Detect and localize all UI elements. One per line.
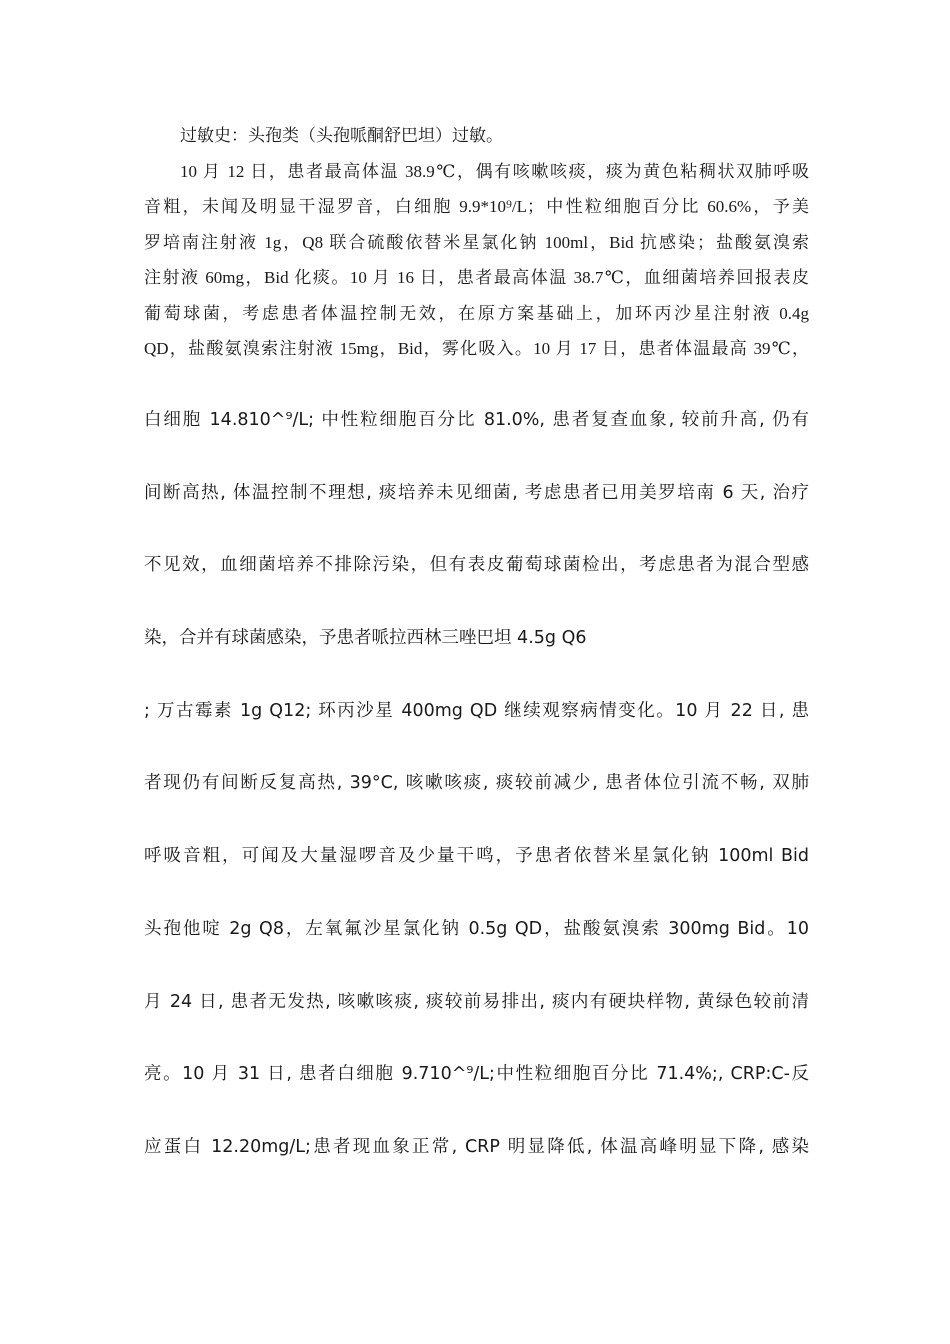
text-line: 白细胞 14.810^⁹/L; 中性粒细胞百分比 81.0%, 患者复查血象, 较前升高, 仍有: [144, 410, 809, 430]
serif-paragraph: [144, 118, 809, 367]
text-line: 注射液 60mg，Bid 化痰。10 月 16 日，患者最高体温 38.7℃，血细菌培养回报表皮: [144, 268, 809, 287]
text-line: 应蛋白 12.20mg/L;患者现血象正常, CRP 明显降低, 体温高峰明显下降, 感染: [144, 1136, 809, 1157]
text-line: 者现仍有间断反复高热, 39°C, 咳嗽咳痰, 痰较前减少, 患者体位引流不畅, 双肺: [144, 773, 809, 794]
text-line: ; 万古霉素 1g Q12; 环丙沙星 400mg QD 继续观察病情变化。10 月 22 日, 患: [144, 700, 809, 721]
text-line: 头孢他啶 2g Q8，左氧氟沙星氯化钠 0.5g QD，盐酸氨溴索 300mg Bid。10: [144, 918, 809, 939]
text-line: 10 月 12 日，患者最高体温 38.9℃，偶有咳嗽咳痰，痰为黄色粘稠状双肺呼吸: [180, 161, 809, 181]
text-line: 呼吸音粗，可闻及大量湿啰音及少量干鸣，予患者依替米星氯化钠 100ml Bid: [144, 846, 809, 867]
text-line: 亮。10 月 31 日, 患者白细胞 9.710^⁹/L;中性粒细胞百分比 71.4%;, CRP:C-反: [144, 1064, 809, 1085]
text-line: 罗培南注射液 1g，Q8 联合硫酸依替米星氯化钠 100ml，Bid 抗感染；盐酸氨溴索: [144, 232, 809, 252]
text-line: 不见效，血细菌培养不排除污染，但有表皮葡萄球菌检出，考虑患者为混合型感: [144, 555, 809, 576]
text-line: 染，合并有球菌感染，予患者哌拉西林三唑巴坦 4.5g Q6: [144, 628, 587, 649]
text-line: 音粗，未闻及明显干湿罗音，白细胞 9.9*10⁹/L；中性粒细胞百分比 60.6%，予美: [144, 197, 809, 216]
allergy-history-line: 过敏史：头孢类（头孢哌酮舒巴坦）过敏。: [180, 126, 503, 145]
text-line: 间断高热, 体温控制不理想, 痰培养未见细菌, 考虑患者已用美罗培南 6 天, 治疗: [144, 482, 809, 503]
text-line: 葡萄球菌，考虑患者体温控制无效，在原方案基础上，加环丙沙星注射液 0.4g: [144, 303, 809, 323]
sans-paragraph: [144, 397, 809, 1197]
text-line: QD，盐酸氨溴索注射液 15mg，Bid，雾化吸入。10 月 17 日，患者体温最高 39℃，: [144, 339, 809, 358]
text-line: 月 24 日, 患者无发热, 咳嗽咳痰, 痰较前易排出, 痰内有硬块样物, 黄绿色较前清: [144, 991, 809, 1012]
